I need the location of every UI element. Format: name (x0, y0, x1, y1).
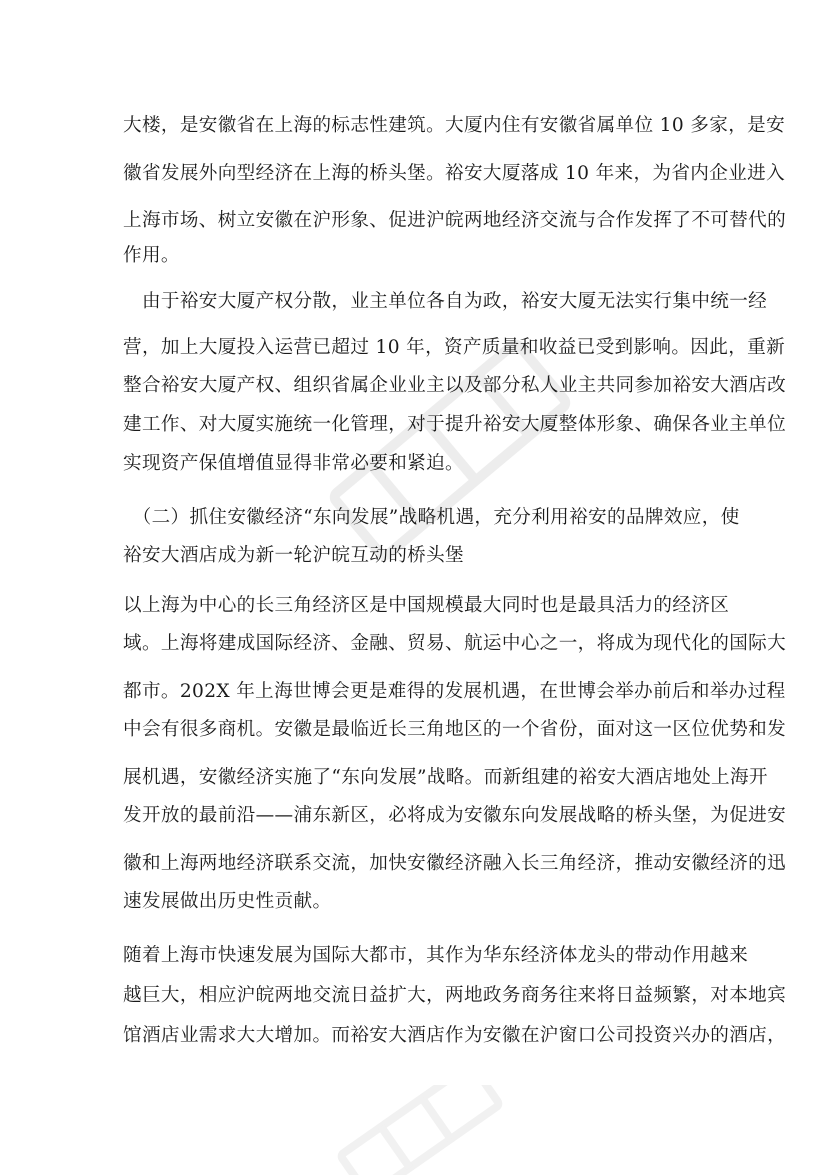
text-line: 都市。202X 年上海世博会更是难得的发展机遇，在世博会举办前后和举办过程 (123, 681, 786, 702)
text-line: 馆酒店业需求大大增加。而裕安大酒店作为安徽在沪窗口公司投资兴办的酒店， (123, 1025, 787, 1046)
text-line: 中会有很多商机。安徽是最临近长三角地区的一个省份，面对这一区位优势和发 (123, 719, 787, 740)
text-line: 随着上海市快速发展为国际大都市，其作为华东经济体龙头的带动作用越来 (123, 945, 749, 966)
section-heading-line: （二）抓住安徽经济“东向发展”战略机遇，充分利用裕安的品牌效应，使 (123, 507, 740, 528)
text-line: 以上海为中心的长三角经济区是中国规模最大同时也是最具活力的经济区 (123, 595, 730, 616)
text-line: 整合裕安大厦产权、组织省属企业业主以及部分私人业主共同参加裕安大酒店改 (123, 375, 787, 396)
text-line: 建工作、对大厦实施统一化管理，对于提升裕安大厦整体形象、确保各业主单位 (123, 414, 787, 435)
watermark-graphic-bottom (320, 1085, 520, 1175)
text-line: 作用。 (123, 245, 180, 266)
text-line: 域。上海将建成国际经济、金融、贸易、航运中心之一，将成为现代化的国际大 (123, 633, 787, 654)
section-heading-line: 裕安大酒店成为新一轮沪皖互动的桥头堡 (123, 545, 464, 566)
text-line: 大楼，是安徽省在上海的标志性建筑。大厦内住有安徽省属单位 10 多家，是安 (123, 115, 786, 136)
text-line: 展机遇，安徽经济实施了“东向发展”战略。而新组建的裕安大酒店地处上海开 (123, 767, 768, 788)
text-line: 越巨大，相应沪皖两地交流日益扩大，两地政务商务往来将日益频繁，对本地宾 (123, 985, 787, 1006)
text-line: 发开放的最前沿——浦东新区，必将成为安徽东向发展战略的桥头堡，为促进安 (123, 805, 787, 826)
text-line: 徽和上海两地经济联系交流，加快安徽经济融入长三角经济，推动安徽经济的迅 (123, 853, 787, 874)
text-line: 上海市场、树立安徽在沪形象、促进沪皖两地经济交流与合作发挥了不可替代的 (123, 210, 787, 231)
text-line: 营，加上大厦投入运营已超过 10 年，资产质量和收益已受到影响。因此，重新 (123, 337, 786, 358)
text-line: 徽省发展外向型经济在上海的桥头堡。裕安大厦落成 10 年来，为省内企业进入 (123, 163, 786, 184)
text-line: 实现资产保值增值显得非常必要和紧迫。 (123, 453, 464, 474)
text-line: 由于裕安大厦产权分散，业主单位各自为政，裕安大厦无法实行集中统一经 (123, 291, 768, 312)
text-line: 速发展做出历史性贡献。 (123, 891, 332, 912)
